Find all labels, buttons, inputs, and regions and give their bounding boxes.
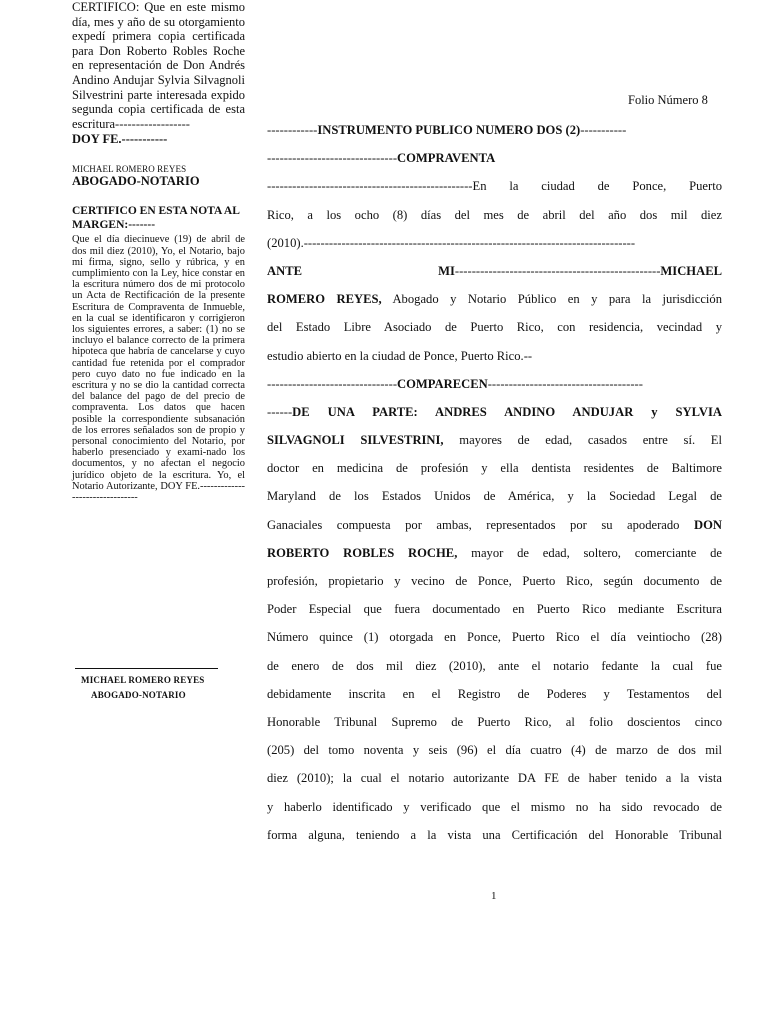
deed-line: Maryland de los Estados Unidos de América, y la Sociedad Legal de: [267, 489, 722, 504]
deed-line: -------------------------------------------------En la ciudad de Ponce, Puerto: [267, 179, 722, 194]
page-number: 1: [491, 890, 497, 902]
signature-title: ABOGADO-NOTARIO: [91, 690, 186, 700]
deed-line: del Estado Libre Asociado de Puerto Rico, con residencia, vecindad y: [267, 320, 722, 335]
deed-line: forma alguna, teniendo a la vista una Certificación del Honorable Tribunal: [267, 827, 722, 842]
compraventa-heading: COMPRAVENTA: [397, 151, 496, 166]
deed-line: (205) del tomo noventa y seis (96) el día cuatro (4) de marzo de dos mil: [267, 743, 722, 758]
certifico-paragraph: CERTIFICO: Que en este mismo día, mes y año de su otorgamiento expedí primera copia certificada para Don Roberto Robles Roche en representación de Don Andrés Andino Andujar Sylvia Silvagnoli Silvestrini parte interesada expido segunda copia certificada de esta escritura------------------: [72, 0, 245, 131]
deed-line: diez (2010); la cual el notario autorizante DA FE de haber tenido a la vista: [267, 771, 722, 786]
instrument-heading: INSTRUMENTO PUBLICO NUMERO DOS (2): [317, 123, 581, 137]
deed-line: de enero de dos mil diez (2010), ante el notario fedante la cual fue: [267, 658, 722, 673]
signature-name: MICHAEL ROMERO REYES: [81, 675, 205, 685]
deed-line: ------DE UNA PARTE: ANDRES ANDINO ANDUJAR y SYLVIA: [267, 404, 722, 419]
doy-fe: DOY FE.-----------: [72, 132, 168, 147]
deed-body: [267, 116, 722, 849]
deed-line: Número quince (1) otorgada en Ponce, Puerto Rico el día veintiocho (28): [267, 630, 722, 645]
deed-line: estudio abierto en la ciudad de Ponce, Puerto Rico.--: [267, 348, 533, 363]
deed-line: -------------------------------COMPRAVENTA: [267, 151, 496, 166]
deed-line: ANTE MI-------------------------------------------------MICHAEL: [267, 263, 722, 278]
deed-line: Honorable Tribunal Supremo de Puerto Rico, al folio doscientos cinco: [267, 714, 722, 729]
deed-line: -------------------------------COMPARECEN-------------------------------------: [267, 376, 643, 391]
comparecen-heading: COMPARECEN: [397, 376, 488, 391]
deed-line: y haberlo identificado y verificado que el mismo no ha sido revocado de: [267, 799, 722, 814]
deed-line: SILVAGNOLI SILVESTRINI, mayores de edad, casados entre sí. El: [267, 433, 722, 448]
margin-notes: [72, 0, 245, 503]
deed-line: doctor en medicina de profesión y ella dentista residentes de Baltimore: [267, 461, 722, 476]
deed-line: ROBERTO ROBLES ROCHE, mayor de edad, soltero, comerciante de: [267, 545, 722, 560]
deed-line: profesión, propietario y vecino de Ponce, Puerto Rico, según documento de: [267, 574, 722, 588]
margin-note-body: Que el día diecinueve (19) de abril de dos mil diez (2010), Yo, el Notario, bajo mi firma, signo, sello y rúbrica, y en cumplimiento con la Ley, hice constar en la escritura número dos de mi protocolo un Acta de Rectificación de la presente Escritura de Compraventa de Inmueble, en la cual se identificaron y corrigieron los siguientes errores, a saber: (1) no se incluyo el balance correcto de la primera hipoteca que habría de cancelarse y cuyo cantidad fue retenida por el comprador pero cuyo dato no fue indicado en la escritura y no se dio la cantidad correcta del balance del pago de del precio de compraventa. Los datos que hacen posible la correspondiente subsanación de los errores señalados son de propio y personal conocimiento del Notario, por haberlo presenciado y exami-nado los documentos, y no afectan el negocio jurídico objeto de la escritura. Yo, el Notario Autorizante, DOY FE.--------------------------------: [72, 234, 245, 504]
deed-line: (2010).-------------------------------------------------------------------------------: [267, 235, 636, 250]
deed-line: Ganaciales compuesta por ambas, representados por su apoderado DON: [267, 517, 722, 532]
margin-note-heading: CERTIFICO EN ESTA NOTA AL MARGEN:-------: [72, 205, 240, 231]
notary-title: ABOGADO-NOTARIO: [72, 174, 200, 189]
signature-line: [75, 668, 218, 669]
deed-line: ROMERO REYES, Abogado y Notario Público en y para la jurisdicción: [267, 292, 722, 307]
deed-line: debidamente inscrita en el Registro de Poderes y Testamentos del: [267, 686, 722, 701]
deed-line: ------------INSTRUMENTO PUBLICO NUMERO DOS (2)-----------: [267, 123, 627, 137]
folio-number: Folio Número 8: [628, 93, 708, 107]
deed-line: Poder Especial que fuera documentado en Puerto Rico mediante Escritura: [267, 602, 722, 617]
notary-name: MICHAEL ROMERO REYES: [72, 164, 187, 175]
deed-line: Rico, a los ocho (8) días del mes de abril del año dos mil diez: [267, 207, 722, 222]
